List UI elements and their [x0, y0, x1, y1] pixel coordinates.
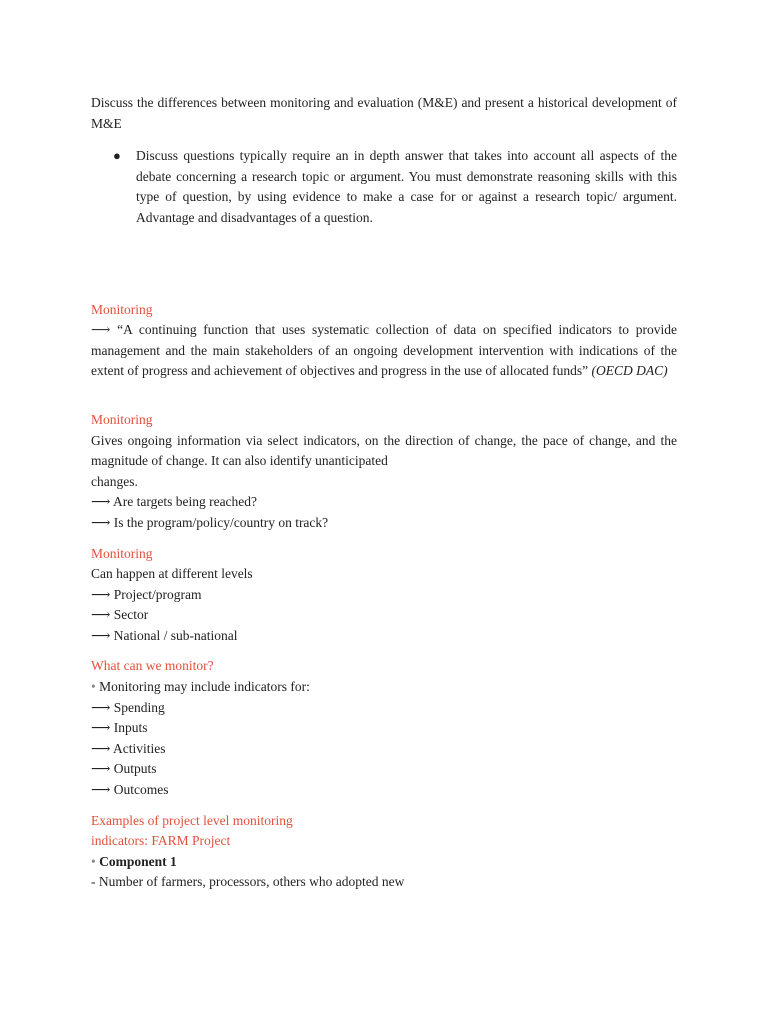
list-item: ⟶ Sector	[91, 607, 149, 623]
list-item: ⟶ Outcomes	[91, 782, 169, 798]
section-heading: indicators: FARM Project	[91, 833, 231, 849]
instruction-list	[91, 146, 677, 228]
arrow-icon: ⟶	[91, 322, 111, 338]
definition-quote	[91, 320, 677, 382]
instruction-text: Discuss questions typically require an in depth answer that takes into account all aspects of the debate concerning a research topic or argument. You must demonstrate reasoning skills with this type of question, by using evidence to make a case for or against a research topic/ argument. Advantage and disadvantages of a question.	[136, 148, 677, 225]
list-item: ⟶ National / sub-national	[91, 627, 238, 643]
paragraph-text: Can happen at different levels	[91, 566, 253, 582]
quote-text: “A continuing function that uses systematic collection of data on specified indicators to provide management and the main stakeholders of an ongoing development intervention with indications of the extent of progress and achievement of objectives and progress in the use of allocated funds”	[91, 322, 677, 379]
section-heading: Examples of project level monitoring	[91, 812, 293, 828]
intro-text: Monitoring may include indicators for:	[95, 679, 310, 695]
bullet-icon: •	[91, 853, 96, 869]
quote-source: (OECD DAC)	[591, 363, 668, 379]
list-item: ⟶ Project/program	[91, 586, 202, 602]
component-label	[91, 852, 677, 873]
section-heading: Monitoring	[91, 301, 153, 317]
section-heading: What can we monitor?	[91, 658, 214, 674]
list-item: ⟶ Are targets being reached?	[91, 494, 258, 510]
list-item: ⟶ Inputs	[91, 720, 148, 736]
paragraph-text	[91, 677, 677, 698]
list-item: ⟶ Outputs	[91, 761, 157, 777]
list-item	[91, 146, 677, 228]
bullet-icon: •	[91, 679, 96, 695]
bullet-icon: ●	[113, 148, 121, 164]
paragraph-text: - Number of farmers, processors, others who adopted new	[91, 874, 405, 890]
question-text: Discuss the differences between monitoring and evaluation (M&E) and present a historical development of M&E	[91, 95, 677, 131]
section-heading: Monitoring	[91, 411, 153, 427]
section-heading: Monitoring	[91, 545, 153, 561]
document-page	[91, 93, 677, 893]
component-text: Component 1	[95, 853, 177, 869]
list-item: ⟶ Is the program/policy/country on track?	[91, 514, 329, 530]
list-item: ⟶ Activities	[91, 740, 166, 756]
paragraph-text: changes.	[91, 473, 138, 489]
paragraph-text: Gives ongoing information via select indicators, on the direction of change, the pace of change, and the magnitude of change. It can also identify unanticipated	[91, 432, 677, 469]
list-item: ⟶ Spending	[91, 699, 165, 715]
